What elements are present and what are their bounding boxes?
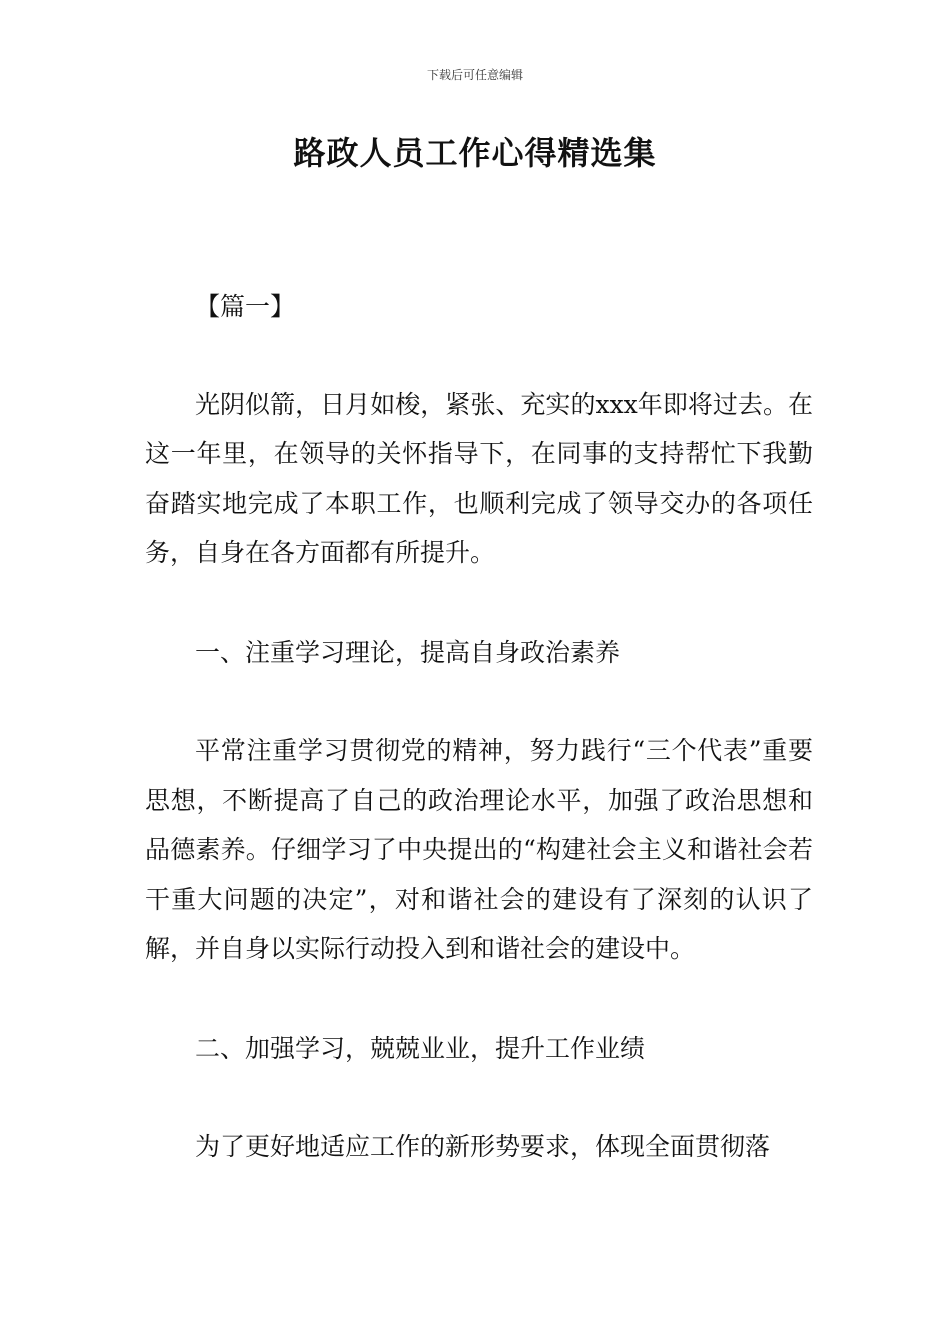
spacer [145,677,813,726]
heading-two: 二、加强学习，兢兢业业，提升工作业绩 [195,1033,646,1063]
paragraph-work: 为了更好地适应工作的新形势要求，体现全面贯彻落 [195,1132,771,1161]
spacer [145,332,813,380]
section-label: 【篇一】 [195,292,296,321]
header-note: 下载后可任意编辑 [426,68,523,82]
paragraph-intro: 光阴似箭，日月如梭，紧张、充实的xxx年即将过去。在这一年里，在领导的关怀指导下，在同事的支持帮忙下我勤奋踏实地完成了本职工作，也顺利完成了领导交办的各项任务，自身在各方面都有所提升。 [145,389,813,567]
spacer [145,578,813,628]
document-title: 路政人员工作心得精选集 [293,134,657,172]
spacer [145,1073,813,1122]
spacer [145,974,813,1024]
document-body [145,282,813,1172]
heading-one: 一、注重学习理论，提高自身政治素养 [195,637,621,667]
paragraph-study: 平常注重学习贯彻党的精神，努力践行“三个代表”重要思想，不断提高了自己的政治理论水平，加强了政治思想和品德素养。仔细学习了中央提出的“构建社会主义和谐社会若干重大问题的决定”，对和谐社会的建设有了深刻的认识了解，并自身以实际行动投入到和谐社会的建设中。 [145,736,813,963]
